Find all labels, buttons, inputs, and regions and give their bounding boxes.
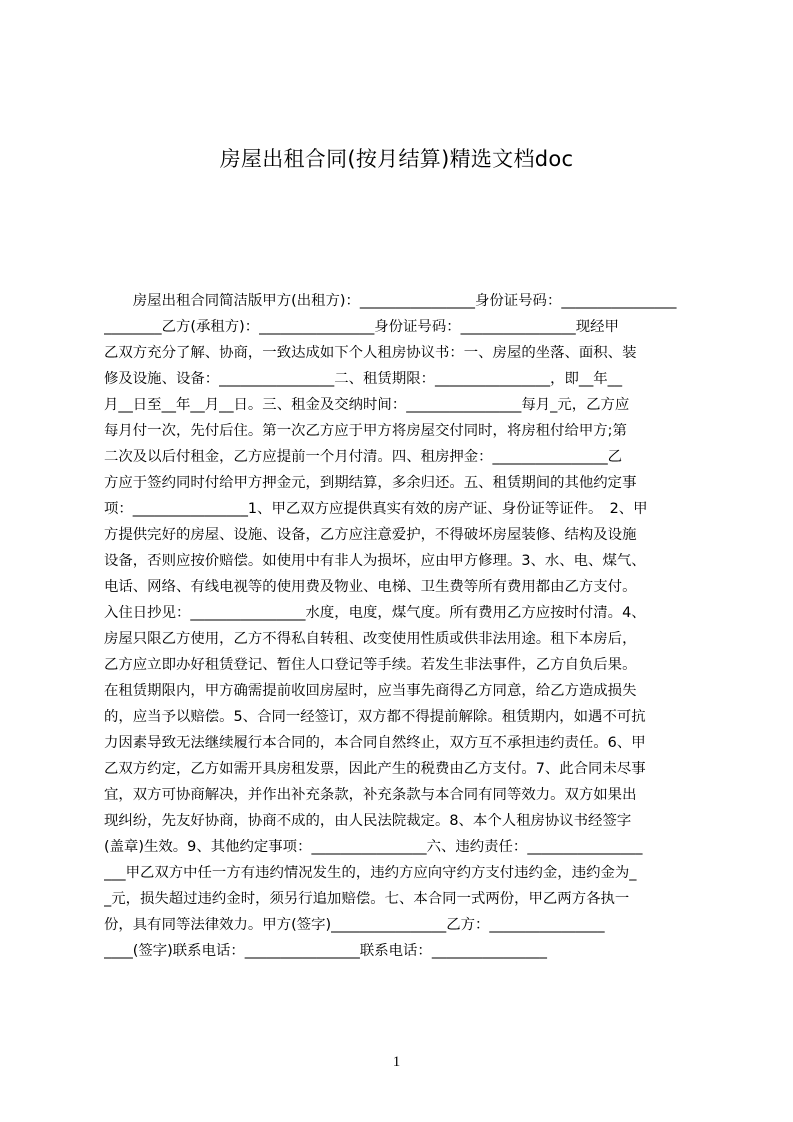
document-title: 房屋出租合同(按月结算)精选文档doc <box>219 147 574 171</box>
text-line: 份，具有同等法律效力。甲方(签字)________________乙方：________________ <box>104 917 605 933</box>
text-line: 设备，否则应按价赔偿。如使用中有非人为损坏，应由甲方修理。3、水、电、煤气、 <box>104 553 646 569</box>
text-line: 项：________________1、甲乙双方应提供真实有效的房产证、身份证等证件。 2、甲 <box>104 501 648 517</box>
text-line: 现纠纷，先友好协商，协商不成的，由人民法院裁定。8、本个人租房协议书经签字 <box>104 813 632 829</box>
text-line: 入住日抄见：________________水度，电度，煤气度。所有费用乙方应按时付清。4、 <box>104 605 646 621</box>
text-line: 乙方应立即办好租赁登记、暂住人口登记等手续。若发生非法事件，乙方自负后果。 <box>104 657 637 673</box>
text-line: 在租赁期限内，甲方确需提前收回房屋时，应当事先商得乙方同意，给乙方造成损失 <box>104 683 637 699</box>
text-line: 乙双方约定，乙方如需开具房租发票，因此产生的税费由乙方支付。7、此合同未尽事 <box>104 761 646 777</box>
text-line: 修及设施、设备：________________二、租赁期限：________________，即__年__ <box>104 371 623 387</box>
text-line: 乙双方充分了解、协商，一致达成如下个人租房协议书：一、房屋的坐落、面积、装 <box>104 345 637 361</box>
text-line: ________乙方(承租方)：________________身份证号码：________________现经甲 <box>104 319 619 335</box>
text-line: _元，损失超过违约金时，须另行追加赔偿。七、本合同一式两份，甲乙两方各执一 <box>104 891 630 907</box>
text-line: 的，应当予以赔偿。5、合同一经签订，双方都不得提前解除。租赁期内，如遇不可抗 <box>104 709 646 725</box>
page-number: 1 <box>392 1054 401 1070</box>
text-line: ___甲乙双方中任一方有违约情况发生的，违约方应向守约方支付违约金，违约金为_ <box>104 865 637 881</box>
text-line: 方提供完好的房屋、设施、设备，乙方应注意爱护，不得破坏房屋装修、结构及设施 <box>104 527 637 543</box>
text-line: 每月付一次，先付后住。第一次乙方应于甲方将房屋交付同时，将房租付给甲方;第 <box>104 423 627 439</box>
text-line: 方应于签约同时付给甲方押金元，到期结算，多余归还。五、租赁期间的其他约定事 <box>104 475 637 491</box>
contract-body <box>104 288 700 988</box>
text-line: 房屋只限乙方使用，乙方不得私自转租、改变使用性质或供非法用途。租下本房后， <box>104 631 637 647</box>
text-line: ____(签字)联系电话：________________联系电话：________________ <box>104 943 547 959</box>
text-line: 二次及以后付租金，乙方应提前一个月付清。四、租房押金：________________乙 <box>104 449 623 465</box>
text-line: (盖章)生效。9、其他约定事项：________________六、违约责任：________________ <box>104 839 643 855</box>
text-line: 电话、网络、有线电视等的使用费及物业、电梯、卫生费等所有费用都由乙方支付。 <box>104 579 637 595</box>
text-line: 房屋出租合同简洁版甲方(出租方)：________________身份证号码：________________ <box>104 293 677 309</box>
text-line: 力因素导致无法继续履行本合同的，本合同自然终止，双方互不承担违约责任。6、甲 <box>104 735 646 751</box>
text-line: 宜，双方可协商解决，并作出补充条款，补充条款与本合同有同等效力。双方如果出 <box>104 787 637 803</box>
text-line: 月__日至__年__月__日。三、租金及交纳时间：________________每月_元，乙方应 <box>104 397 630 413</box>
